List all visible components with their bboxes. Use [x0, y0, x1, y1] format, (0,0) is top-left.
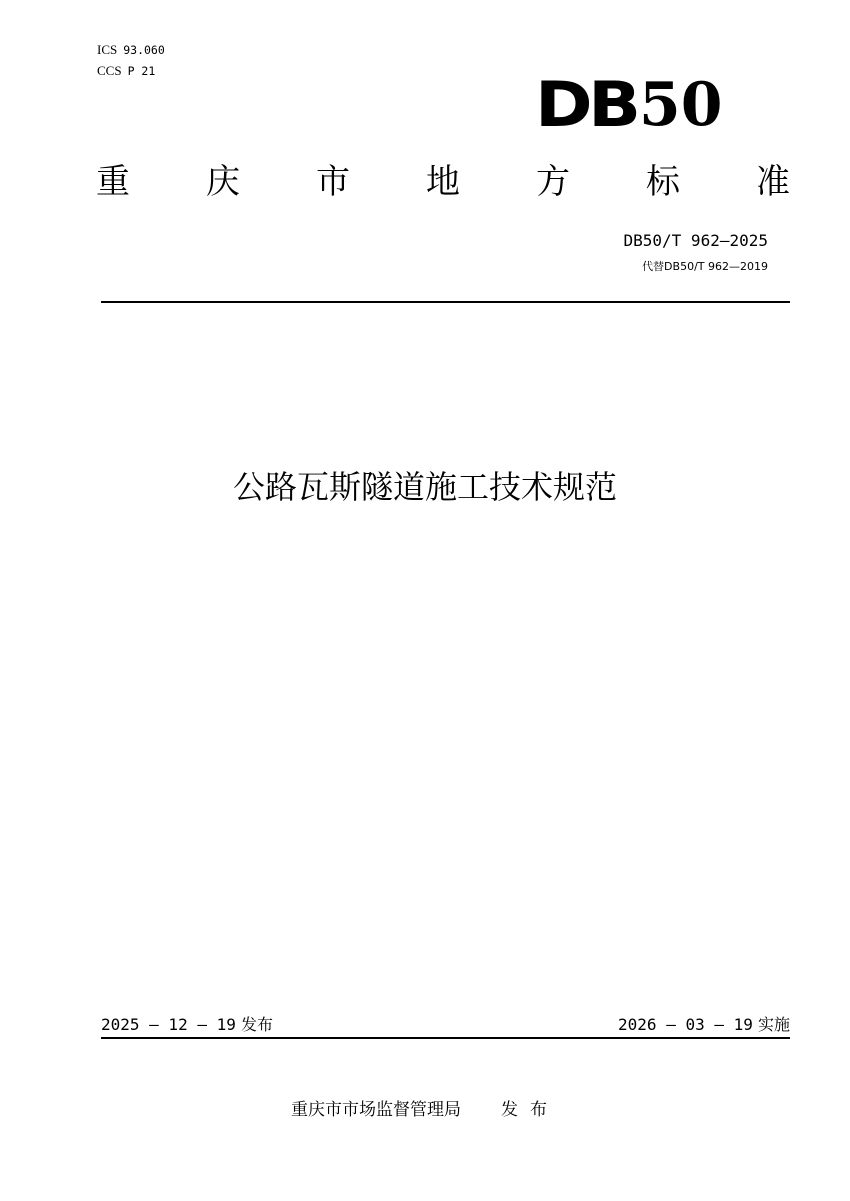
effective-label: 实施: [757, 1015, 790, 1034]
standard-type-heading: [96, 160, 790, 204]
ccs-code: P 21: [127, 64, 156, 78]
ccs-classification: [97, 63, 155, 79]
ics-label: ICS: [97, 42, 118, 57]
db-mark-number: 50: [639, 70, 723, 140]
ccs-label: CCS: [97, 63, 122, 78]
standard-type-char: 准: [756, 162, 790, 202]
publisher-organization: 重庆市市场监督管理局: [291, 1100, 461, 1120]
issue-date: 2025 – 12 – 19: [101, 1015, 236, 1034]
publisher-action: 发布: [501, 1100, 559, 1120]
db-standard-mark: [535, 68, 723, 141]
ics-code: 93.060: [123, 43, 165, 57]
standard-type-char: 市: [316, 162, 350, 202]
standard-type-char: 庆: [206, 162, 240, 202]
standard-type-char: 重: [96, 162, 130, 202]
effective-date: 2026 – 03 – 19: [618, 1015, 753, 1034]
issue-date-line: [101, 1014, 273, 1036]
standard-number: DB50/T 962—2025: [623, 231, 768, 250]
effective-date-line: [618, 1014, 790, 1036]
standard-type-char: 地: [426, 162, 460, 202]
standard-type-char: 标: [646, 162, 680, 202]
db-mark-letters: DB: [535, 68, 637, 141]
document-title: 公路瓦斯隧道施工技术规范: [232, 468, 617, 506]
publisher-line: [0, 1098, 850, 1122]
top-divider: [101, 301, 790, 303]
issue-label: 发布: [240, 1015, 273, 1034]
ics-classification: [97, 42, 165, 58]
replaces-standard: 代替DB50/T 962—2019: [642, 260, 768, 273]
standard-type-char: 方: [536, 162, 570, 202]
bottom-divider: [101, 1037, 790, 1039]
